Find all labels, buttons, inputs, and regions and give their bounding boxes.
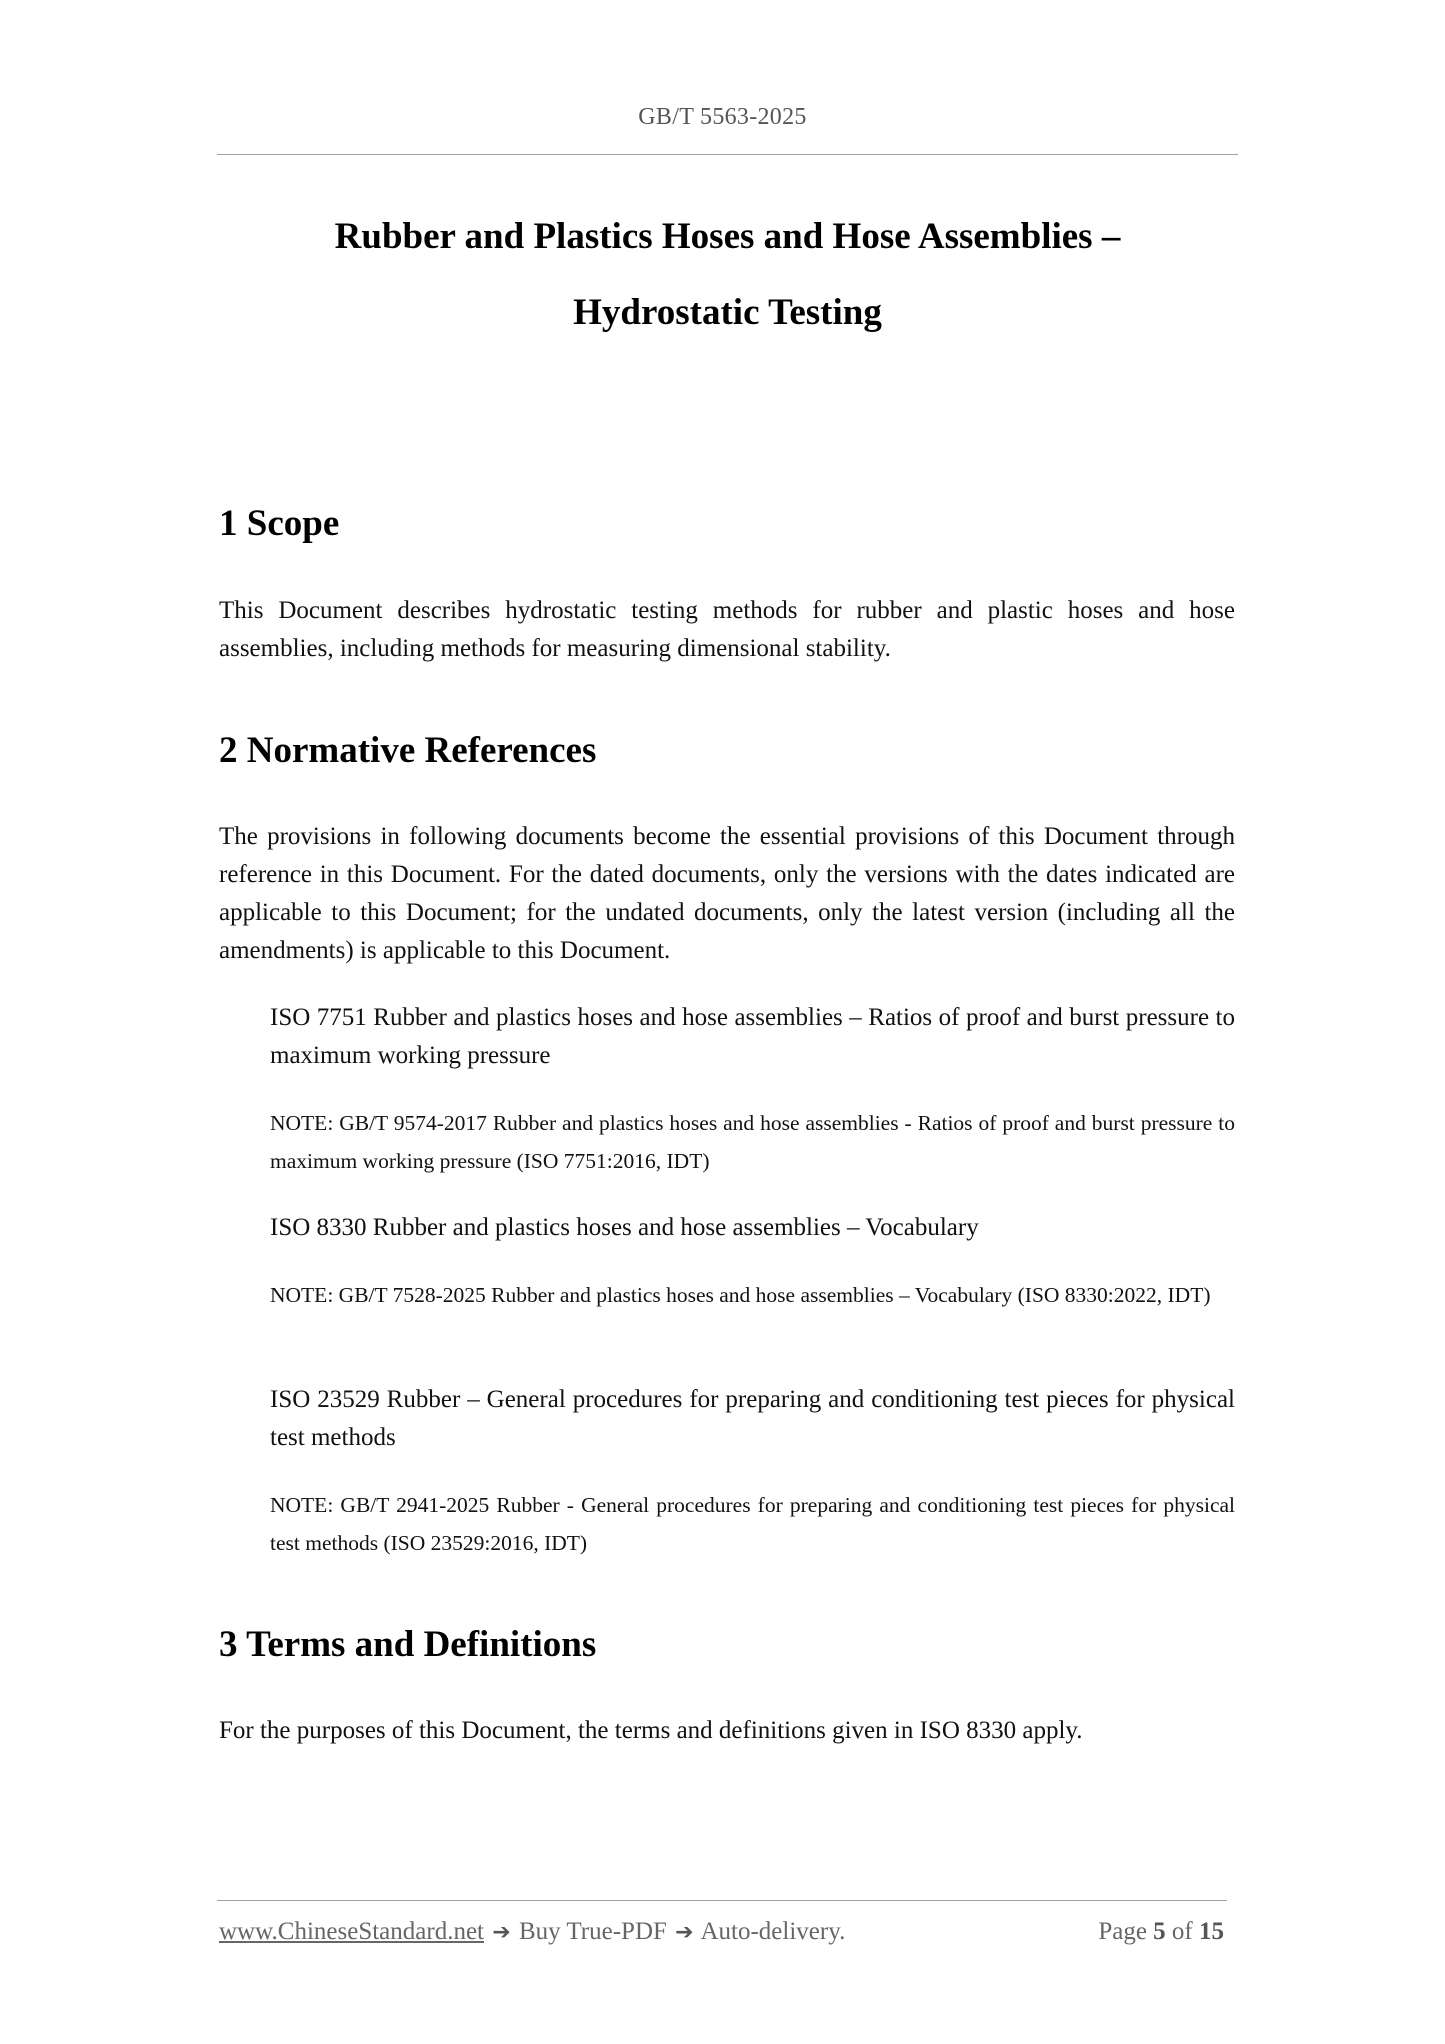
- arrow-right-icon: ➔: [675, 1920, 694, 1945]
- reference-iso-7751: ISO 7751 Rubber and plastics hoses and hose assemblies – Ratios of proof and burst pressure to maximum working pressure: [270, 1004, 1235, 1069]
- header-standard-code: GB/T 5563-2025: [638, 104, 807, 130]
- note-gbt-7528: NOTE: GB/T 7528-2025 Rubber and plastics hoses and hose assemblies – Vocabulary (ISO 8330:2022, IDT): [270, 1283, 1211, 1307]
- footer-page-number: [1098, 1918, 1224, 1946]
- section-heading-scope: 1 Scope: [219, 503, 340, 544]
- note-gbt-9574: NOTE: GB/T 9574-2017 Rubber and plastics hoses and hose assemblies - Ratios of proof and burst pressure to maximum working pressure (ISO 7751:2016, IDT): [270, 1111, 1235, 1173]
- footer-divider: [217, 1900, 1227, 1901]
- document-title-line-1: Rubber and Plastics Hoses and Hose Assemblies –: [334, 216, 1121, 257]
- document-title-line-2: Hydrostatic Testing: [573, 292, 882, 333]
- section-heading-normative-references: 2 Normative References: [219, 730, 597, 771]
- footer-delivery-text: Auto-delivery.: [700, 1918, 846, 1945]
- arrow-right-icon: ➔: [492, 1920, 511, 1945]
- page-label: Page: [1098, 1918, 1147, 1945]
- header-divider: [217, 154, 1238, 155]
- normative-references-paragraph: The provisions in following documents become the essential provisions of this Document through reference in this Document. For the dated documents, only the versions with the dates indicated are applicable to this Document; for the undated documents, only the latest version (including all the amendments) is applicable to this Document.: [219, 823, 1235, 964]
- page-total: 15: [1199, 1918, 1224, 1945]
- terms-paragraph: For the purposes of this Document, the terms and definitions given in ISO 8330 apply.: [219, 1717, 1083, 1744]
- reference-iso-8330: ISO 8330 Rubber and plastics hoses and hose assemblies – Vocabulary: [270, 1214, 979, 1241]
- reference-iso-23529: ISO 23529 Rubber – General procedures for preparing and conditioning test pieces for physical test methods: [270, 1386, 1235, 1451]
- section-heading-terms-definitions: 3 Terms and Definitions: [219, 1624, 597, 1665]
- note-gbt-2941: NOTE: GB/T 2941-2025 Rubber - General procedures for preparing and conditioning test pieces for physical test methods (ISO 23529:2016, IDT): [270, 1493, 1235, 1555]
- footer-promo: [219, 1918, 845, 1946]
- footer-buy-text: Buy True-PDF: [518, 1918, 667, 1945]
- page-current: 5: [1153, 1918, 1166, 1945]
- footer-site-link[interactable]: www.ChineseStandard.net: [219, 1918, 484, 1945]
- scope-paragraph: This Document describes hydrostatic testing methods for rubber and plastic hoses and hose assemblies, including methods for measuring dimensional stability.: [219, 597, 1235, 662]
- page-of: of: [1171, 1918, 1193, 1945]
